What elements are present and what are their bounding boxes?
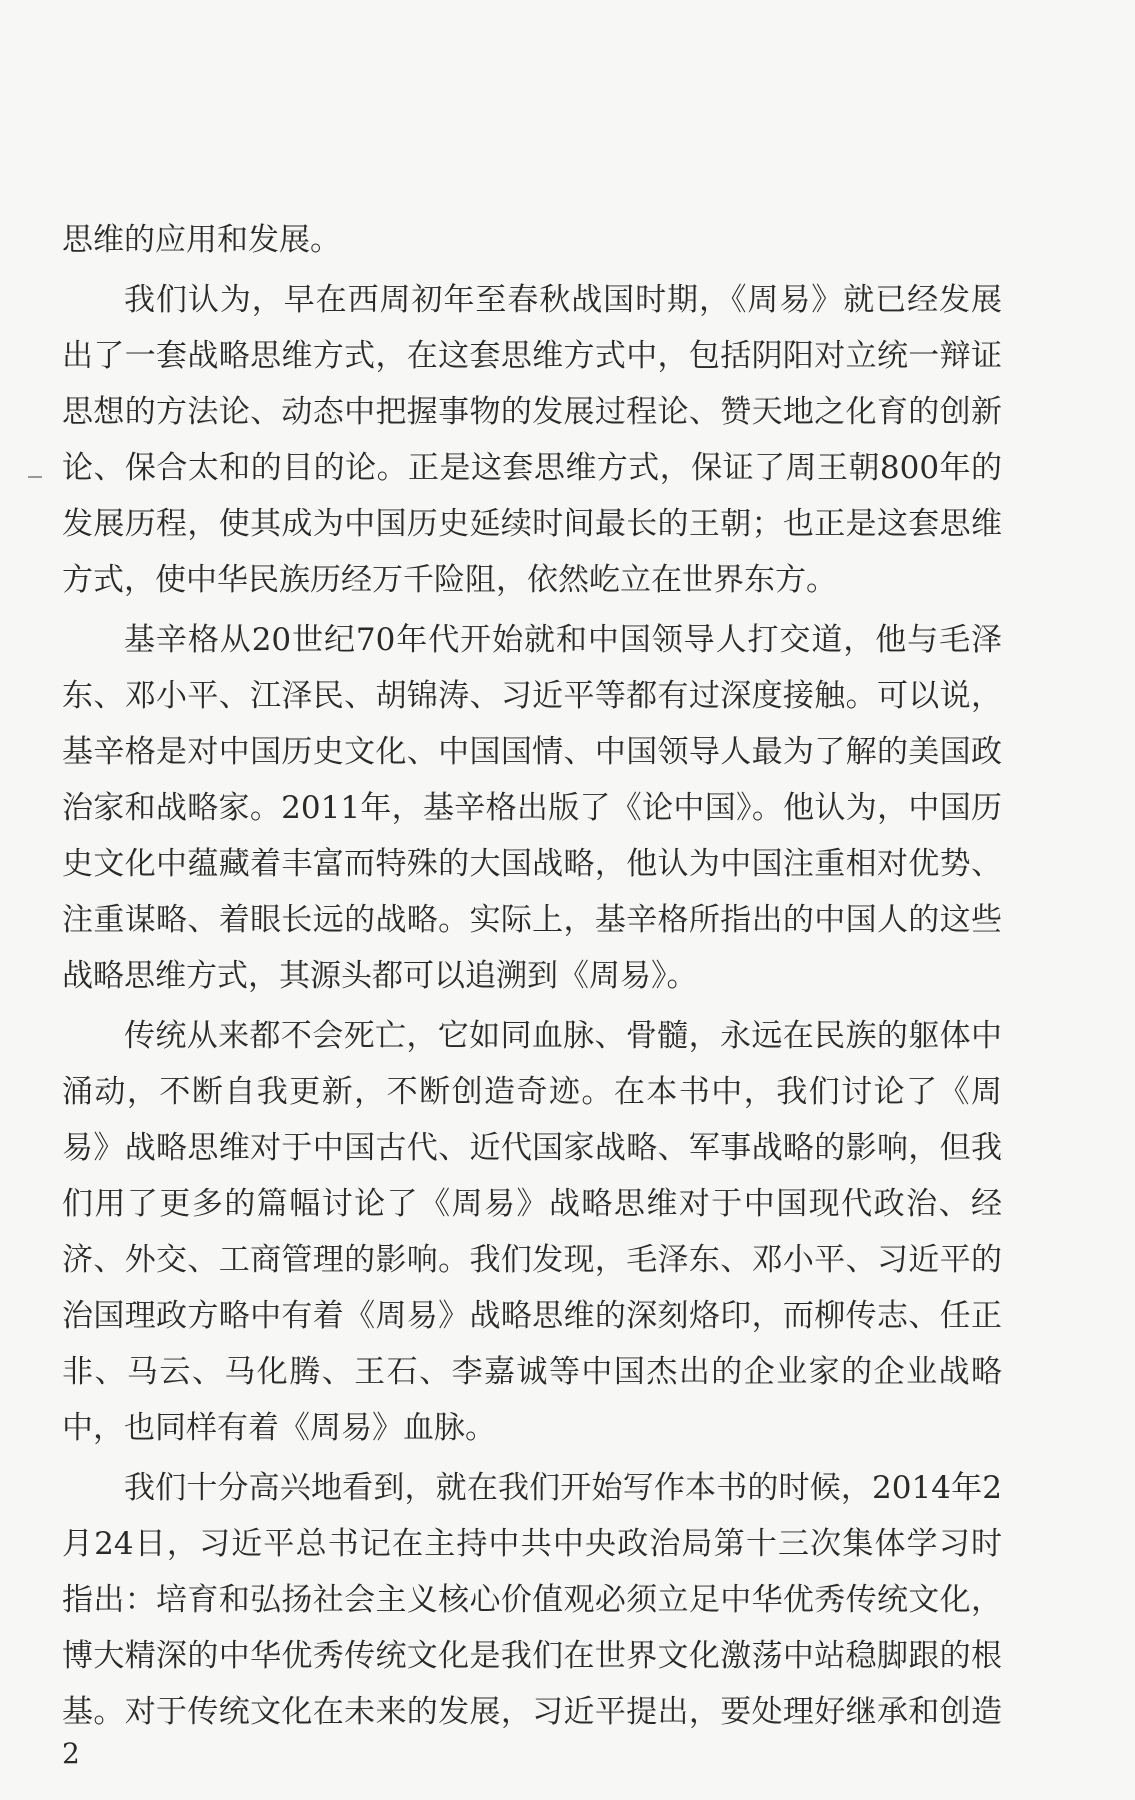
text-line: 发展历程，使其成为中国历史延续时间最长的王朝；也正是这套思维 xyxy=(62,506,1002,542)
text-line: 治国理政方略中有着《周易》战略思维的深刻烙印，而柳传志、任正 xyxy=(62,1298,1002,1334)
text-line: 思维的应用和发展。 xyxy=(62,222,341,258)
text-line: 我们认为，早在西周初年至春秋战国时期，《周易》就已经发展 xyxy=(124,282,1002,318)
text-line: 思想的方法论、动态中把握事物的发展过程论、赞天地之化育的创新 xyxy=(62,394,1002,430)
text-line: 注重谋略、着眼长远的战略。实际上，基辛格所指出的中国人的这些 xyxy=(62,902,1002,938)
margin-mark xyxy=(28,476,42,478)
text-line: 史文化中蕴藏着丰富而特殊的大国战略，他认为中国注重相对优势、 xyxy=(62,846,1002,882)
text-line: 东、邓小平、江泽民、胡锦涛、习近平等都有过深度接触。可以说， xyxy=(62,678,1002,714)
text-line: 指出：培育和弘扬社会主义核心价值观必须立足中华优秀传统文化， xyxy=(62,1582,1002,1618)
text-line: 出了一套战略思维方式，在这套思维方式中，包括阴阳对立统一辩证 xyxy=(62,338,1002,374)
text-line: 方式，使中华民族历经万千险阻，依然屹立在世界东方。 xyxy=(62,562,837,598)
text-line: 涌动，不断自我更新，不断创造奇迹。在本书中，我们讨论了《周 xyxy=(62,1074,1002,1110)
text-line: 基辛格是对中国历史文化、中国国情、中国领导人最为了解的美国政 xyxy=(62,734,1002,770)
paragraph xyxy=(62,272,1002,608)
text-line: 博大精深的中华优秀传统文化是我们在世界文化激荡中站稳脚跟的根 xyxy=(62,1638,1002,1674)
paragraph xyxy=(62,1008,1002,1456)
text-line: 论、保合太和的目的论。正是这套思维方式，保证了周王朝800年的 xyxy=(62,450,1002,486)
text-line: 战略思维方式，其源头都可以追溯到《周易》。 xyxy=(62,958,698,994)
page-number: 2 xyxy=(62,1737,80,1770)
text-line: 治家和战略家。2011年，基辛格出版了《论中国》。他认为，中国历 xyxy=(62,790,1002,826)
text-line: 传统从来都不会死亡，它如同血脉、骨髓，永远在民族的躯体中 xyxy=(124,1018,1002,1054)
text-line: 月24日，习近平总书记在主持中共中央政治局第十三次集体学习时 xyxy=(62,1526,1002,1562)
text-line: 中，也同样有着《周易》血脉。 xyxy=(62,1410,496,1446)
text-line: 非、马云、马化腾、王石、李嘉诚等中国杰出的企业家的企业战略 xyxy=(62,1354,1002,1390)
text-line: 们用了更多的篇幅讨论了《周易》战略思维对于中国现代政治、经 xyxy=(62,1186,1002,1222)
text-line: 我们十分高兴地看到，就在我们开始写作本书的时候，2014年2 xyxy=(124,1470,1002,1506)
paragraph xyxy=(62,612,1002,1004)
text-line: 基。对于传统文化在未来的发展，习近平提出，要处理好继承和创造 xyxy=(62,1694,1002,1730)
paragraph xyxy=(62,1460,1002,1740)
text-line: 基辛格从20世纪70年代开始就和中国领导人打交道，他与毛泽 xyxy=(124,622,1002,658)
text-line: 易》战略思维对于中国古代、近代国家战略、军事战略的影响，但我 xyxy=(62,1130,1002,1166)
body-text xyxy=(62,212,1002,1740)
text-line: 济、外交、工商管理的影响。我们发现，毛泽东、邓小平、习近平的 xyxy=(62,1242,1002,1278)
paragraph xyxy=(62,212,1002,268)
